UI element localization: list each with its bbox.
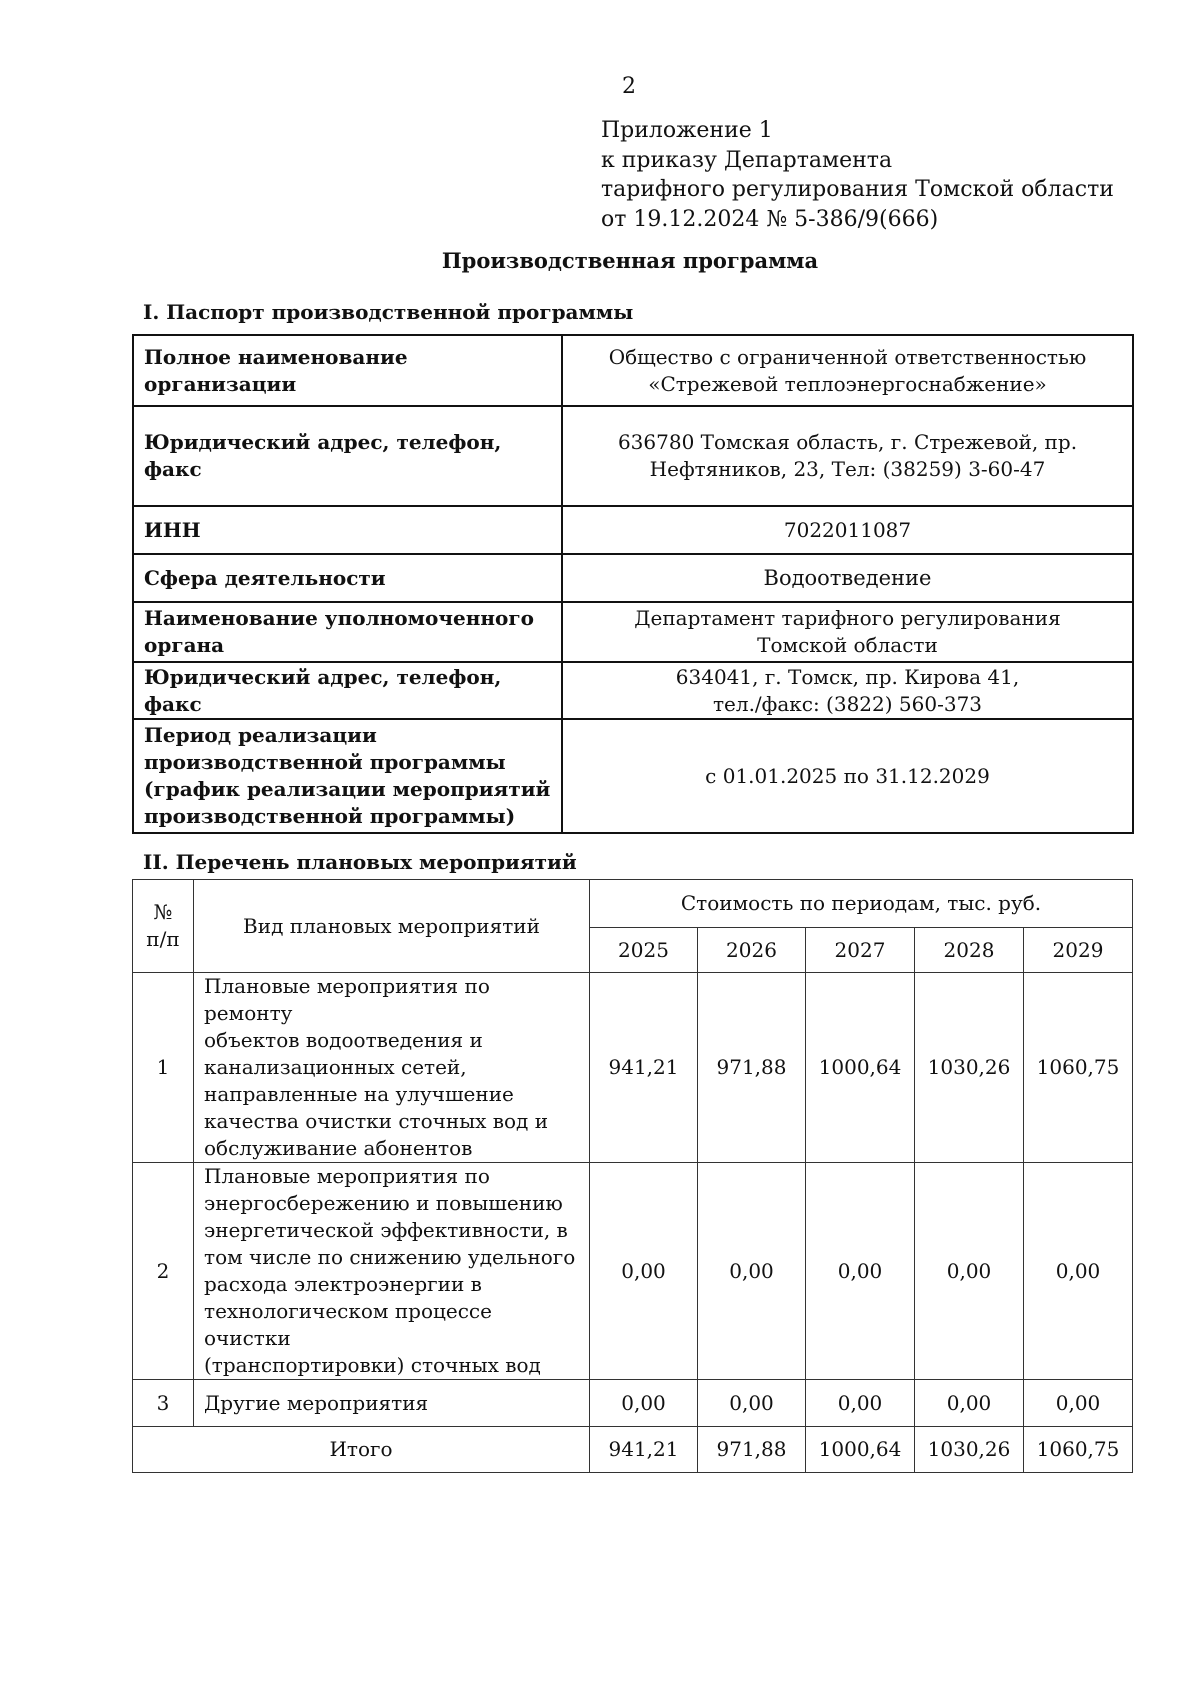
passport-label: Юридический адрес, телефон, факс [133,662,562,719]
row-value: 0,00 [1024,1380,1133,1427]
passport-label: Юридический адрес, телефон, факс [133,406,562,506]
passport-value-line: «Стрежевой теплоэнергоснабжение» [648,371,1047,396]
passport-value [562,662,1133,719]
passport-value-line: 7022011087 [783,517,912,542]
row-value: 971,88 [698,973,806,1163]
passport-value-line: Нефтяников, 23, Тел: (38259) 3-60-47 [649,457,1046,481]
passport-value-line: Водоотведение [763,565,932,590]
passport-value [562,406,1133,506]
passport-value [562,602,1133,662]
year-header: 2027 [806,928,915,973]
row-value: 0,00 [698,1163,806,1380]
passport-value [562,554,1133,602]
row-number: 2 [133,1163,194,1380]
passport-row [133,719,1133,833]
passport-row [133,506,1133,554]
section1-heading: I. Паспорт производственной программы [143,300,634,324]
passport-value-line: Томской области [757,633,938,657]
measures-table [132,879,1133,1473]
row-name-line: технологическом процессе очистки [204,1299,492,1350]
row-value: 0,00 [806,1163,915,1380]
row-name [194,1163,590,1380]
year-header: 2026 [698,928,806,973]
appendix-line: Приложение 1 [601,118,773,143]
row-value: 0,00 [698,1380,806,1427]
row-name-line: объектов водоотведения и [204,1028,483,1052]
row-number: 1 [133,973,194,1163]
passport-row [133,602,1133,662]
passport-value [562,335,1133,406]
passport-value-line: 634041, г. Томск, пр. Кирова 41, [675,664,1020,689]
row-value: 1060,75 [1024,973,1133,1163]
row-name [194,973,590,1163]
row-number: 3 [133,1380,194,1427]
passport-table [132,334,1134,834]
row-name-line: (транспортировки) сточных вод [204,1353,541,1377]
year-header: 2028 [915,928,1024,973]
row-name-line: Плановые мероприятия по [204,1164,490,1188]
row-value: 1000,64 [806,973,915,1163]
passport-label: Полное наименование организации [133,335,562,406]
row-name-line: том числе по снижению удельного [204,1245,576,1269]
passport-label: Наименование уполномоченного органа [133,602,562,662]
row-value: 0,00 [806,1380,915,1427]
passport-label: ИНН [133,506,562,554]
row-name-line: Плановые мероприятия по ремонту [204,974,490,1025]
row-value: 0,00 [915,1380,1024,1427]
year-header: 2029 [1024,928,1133,973]
appendix-line: от 19.12.2024 № 5-386/9(666) [601,206,939,232]
row-value: 941,21 [590,973,698,1163]
row-name-line: энергетической эффективности, в [204,1218,568,1242]
row-name-line: качества очистки сточных вод и [204,1109,549,1133]
passport-value-line: 636780 Томская область, г. Стрежевой, пр. [617,430,1078,454]
header-row [133,880,1133,928]
passport-value-line: Департамент тарифного регулирования [634,606,1061,630]
total-value: 1030,26 [915,1427,1024,1473]
passport-value [562,506,1133,554]
section2-heading: II. Перечень плановых мероприятий [143,850,577,874]
row-name [194,1380,590,1427]
row-value: 0,00 [590,1163,698,1380]
appendix-line: тарифного регулирования Томской области [601,177,1114,202]
row-value: 1030,26 [915,973,1024,1163]
row-name-line: энергосбережению и повышению [204,1191,563,1215]
page-number: 2 [622,74,636,99]
col-header-number [133,880,194,973]
passport-value [562,719,1133,833]
table-row [133,1380,1133,1427]
total-value: 941,21 [590,1427,698,1473]
row-name-line: направленные на улучшение [204,1082,514,1106]
row-name-line: Другие мероприятия [204,1390,429,1415]
row-name-line: расхода электроэнергии в [204,1272,482,1296]
appendix-block [601,116,1114,234]
table-row [133,973,1133,1163]
total-row [133,1427,1133,1473]
col-header-number-line: № [153,900,173,924]
passport-row [133,662,1133,719]
row-name-line: канализационных сетей, [204,1055,467,1079]
passport-row [133,406,1133,506]
row-name-line: обслуживание абонентов [204,1136,473,1160]
appendix-line: к приказу Департамента [601,147,893,173]
total-value: 971,88 [698,1427,806,1473]
year-header: 2025 [590,928,698,973]
total-value: 1000,64 [806,1427,915,1473]
row-value: 0,00 [1024,1163,1133,1380]
total-label: Итого [133,1427,590,1473]
passport-row [133,335,1133,406]
col-header-number-line: п/п [146,927,180,951]
table-row [133,1163,1133,1380]
passport-value-line: тел./факс: (3822) 560-373 [712,691,983,716]
col-header-name: Вид плановых мероприятий [194,880,590,973]
passport-value-line: с 01.01.2025 по 31.12.2029 [705,763,990,788]
passport-label: Сфера деятельности [133,554,562,602]
passport-value-line: Общество с ограниченной ответственностью [608,344,1087,369]
row-value: 0,00 [590,1380,698,1427]
col-header-cost: Стоимость по периодам, тыс. руб. [590,880,1133,928]
document-title: Производственная программа [441,248,819,273]
total-value: 1060,75 [1024,1427,1133,1473]
passport-label: Период реализации производственной программы (график реализации мероприятий производственной программы) [133,719,562,833]
passport-row [133,554,1133,602]
row-value: 0,00 [915,1163,1024,1380]
